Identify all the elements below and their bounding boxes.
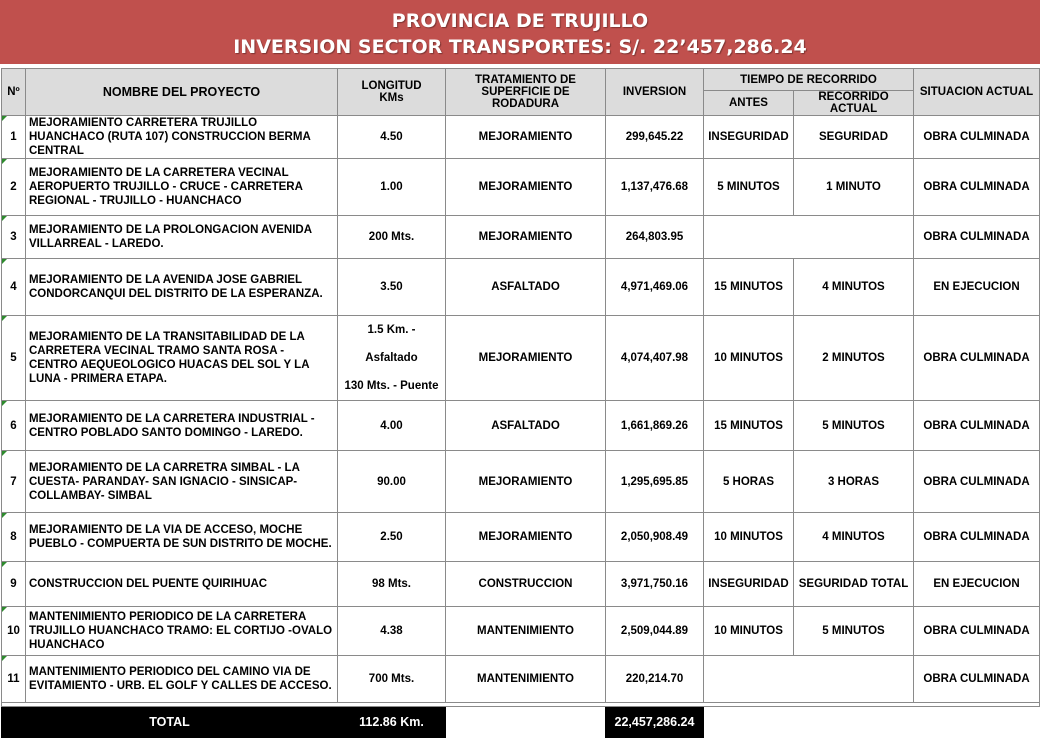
row-number: 4: [2, 259, 26, 316]
header-length-line1: LONGITUD: [361, 80, 422, 92]
project-length-bridge: 130 Mts. - Puente: [344, 380, 439, 392]
project-treatment: MEJORAMIENTO: [446, 316, 606, 401]
time-current: 2 MINUTOS: [794, 316, 914, 401]
project-investment: 3,971,750.16: [606, 562, 704, 607]
project-length: 4.00: [338, 401, 446, 451]
project-investment: 1,661,869.26: [606, 401, 704, 451]
project-status: EN EJECUCION: [914, 259, 1040, 316]
banner-subtitle: INVERSION SECTOR TRANSPORTES: S/. 22’457,286.24: [233, 36, 807, 58]
project-investment: 220,214.70: [606, 656, 704, 703]
total-length: 112.86 Km.: [338, 707, 446, 738]
page-banner: [0, 0, 1040, 64]
time-current: SEGURIDAD: [794, 116, 914, 159]
project-name: MEJORAMIENTO DE LA CARRETRA SIMBAL - LA CUESTA- PARANDAY- SAN IGNACIO - SINSICAP- COLLAMBAY- SIMBAL: [26, 451, 338, 513]
time-current: 1 MINUTO: [794, 159, 914, 216]
table-row: [2, 259, 1040, 316]
time-before: 10 MINUTOS: [704, 316, 794, 401]
row-number: 6: [2, 401, 26, 451]
project-treatment: MEJORAMIENTO: [446, 451, 606, 513]
table-row: [2, 656, 1040, 703]
project-length: 700 Mts.: [338, 656, 446, 703]
project-investment: 1,295,695.85: [606, 451, 704, 513]
project-status: OBRA CULMINADA: [914, 159, 1040, 216]
project-treatment: CONSTRUCCION: [446, 562, 606, 607]
project-length-asphalt: 1.5 Km. - Asfaltado: [365, 324, 418, 364]
project-name: MEJORAMIENTO DE LA CARRETERA INDUSTRIAL - CENTRO POBLADO SANTO DOMINGO - LAREDO.: [26, 401, 338, 451]
table-row: [2, 216, 1040, 259]
project-investment: 4,971,469.06: [606, 259, 704, 316]
project-treatment: MANTENIMIENTO: [446, 607, 606, 656]
table-row: [2, 562, 1040, 607]
project-length: 3.50: [338, 259, 446, 316]
time-before: 15 MINUTOS: [704, 259, 794, 316]
project-name: MEJORAMIENTO DE LA CARRETERA VECINAL AEROPUERTO TRUJILLO - CRUCE - CARRETERA REGIONAL - TRUJILLO - HUANCHACO: [26, 159, 338, 216]
header-length-line2: KMs: [379, 92, 404, 104]
project-status: OBRA CULMINADA: [914, 401, 1040, 451]
time-before: 10 MINUTOS: [704, 513, 794, 562]
time-before: 5 HORAS: [704, 451, 794, 513]
project-treatment: ASFALTADO: [446, 401, 606, 451]
row-number: 11: [2, 656, 26, 703]
project-treatment: MEJORAMIENTO: [446, 216, 606, 259]
project-name: MEJORAMIENTO DE LA AVENIDA JOSE GABRIEL CONDORCANQUI DEL DISTRITO DE LA ESPERANZA.: [26, 259, 338, 316]
table-row: [2, 159, 1040, 216]
project-status: OBRA CULMINADA: [914, 451, 1040, 513]
row-number: 3: [2, 216, 26, 259]
project-treatment: MEJORAMIENTO: [446, 159, 606, 216]
project-length: 4.38: [338, 607, 446, 656]
project-name: MANTENIMIENTO PERIODICO DE LA CARRETERA TRUJILLO HUANCHACO TRAMO: EL CORTIJO -OVALO HUANCHACO: [26, 607, 338, 656]
time-before: 15 MINUTOS: [704, 401, 794, 451]
project-name: CONSTRUCCION DEL PUENTE QUIRIHUAC: [26, 562, 338, 607]
table-row: [2, 607, 1040, 656]
row-number: 9: [2, 562, 26, 607]
total-label: TOTAL: [2, 707, 338, 738]
project-length: 98 Mts.: [338, 562, 446, 607]
projects-table: [1, 68, 1040, 738]
header-treatment: [446, 69, 606, 116]
project-treatment: ASFALTADO: [446, 259, 606, 316]
table-row: [2, 401, 1040, 451]
project-investment: 264,803.95: [606, 216, 704, 259]
time-before: 10 MINUTOS: [704, 607, 794, 656]
row-number: 2: [2, 159, 26, 216]
total-blank-right: [704, 707, 1040, 738]
project-treatment: MANTENIMIENTO: [446, 656, 606, 703]
project-length: 4.50: [338, 116, 446, 159]
time-before: 5 MINUTOS: [704, 159, 794, 216]
project-investment: 2,509,044.89: [606, 607, 704, 656]
project-investment: 2,050,908.49: [606, 513, 704, 562]
time-current: 3 HORAS: [794, 451, 914, 513]
project-investment: 299,645.22: [606, 116, 704, 159]
project-status: OBRA CULMINADA: [914, 513, 1040, 562]
row-number: 5: [2, 316, 26, 401]
table-row: [2, 451, 1040, 513]
header-treatment-line1: TRATAMIENTO DE: [475, 74, 576, 86]
table-row: [2, 116, 1040, 159]
time-before: INSEGURIDAD: [704, 116, 794, 159]
project-treatment: MEJORAMIENTO: [446, 116, 606, 159]
project-length: 90.00: [338, 451, 446, 513]
project-status: OBRA CULMINADA: [914, 607, 1040, 656]
project-status: OBRA CULMINADA: [914, 316, 1040, 401]
project-status: OBRA CULMINADA: [914, 656, 1040, 703]
header-number: Nº: [2, 69, 26, 116]
time-current: 4 MINUTOS: [794, 259, 914, 316]
header-current: RECORRIDO ACTUAL: [794, 91, 914, 116]
project-name: MEJORAMIENTO DE LA PROLONGACION AVENIDA VILLARREAL - LAREDO.: [26, 216, 338, 259]
project-length: 2.50: [338, 513, 446, 562]
table-row: [2, 316, 1040, 401]
project-name: MEJORAMIENTO DE LA VIA DE ACCESO, MOCHE PUEBLO - COMPUERTA DE SUN DISTRITO DE MOCHE.: [26, 513, 338, 562]
row-number: 8: [2, 513, 26, 562]
total-blank: [446, 707, 606, 738]
header-before: ANTES: [704, 91, 794, 116]
project-length: [338, 316, 446, 401]
total-investment: 22,457,286.24: [606, 707, 704, 738]
project-investment: 1,137,476.68: [606, 159, 704, 216]
header-status: SITUACION ACTUAL: [914, 69, 1040, 116]
total-row: [2, 707, 1040, 738]
header-treatment-line2: SUPERFICIE DE RODADURA: [481, 86, 570, 110]
project-name: MEJORAMIENTO DE LA TRANSITABILIDAD DE LA CARRETERA VECINAL TRAMO SANTA ROSA - CENTRO AEQUEOLOGICO HUACAS DEL SOL Y LA LUNA - PRIMERA ETAPA.: [26, 316, 338, 401]
project-name: MANTENIMIENTO PERIODICO DEL CAMINO VIA DE EVITAMIENTO - URB. EL GOLF Y CALLES DE ACCESO.: [26, 656, 338, 703]
row-number: 10: [2, 607, 26, 656]
time-empty: [704, 656, 914, 703]
project-status: EN EJECUCION: [914, 562, 1040, 607]
header-travel-time: TIEMPO DE RECORRIDO: [704, 69, 914, 91]
time-before: INSEGURIDAD: [704, 562, 794, 607]
row-number: 1: [2, 116, 26, 159]
header-project-name: NOMBRE DEL PROYECTO: [26, 69, 338, 116]
time-current: 5 MINUTOS: [794, 607, 914, 656]
project-length: 200 Mts.: [338, 216, 446, 259]
table-row: [2, 513, 1040, 562]
time-current: SEGURIDAD TOTAL: [794, 562, 914, 607]
time-current: 4 MINUTOS: [794, 513, 914, 562]
time-current: 5 MINUTOS: [794, 401, 914, 451]
header-length: [338, 69, 446, 116]
project-name: MEJORAMIENTO CARRETERA TRUJILLO HUANCHACO (RUTA 107) CONSTRUCCION BERMA CENTRAL: [26, 116, 338, 159]
project-status: OBRA CULMINADA: [914, 216, 1040, 259]
banner-title: PROVINCIA DE TRUJILLO: [391, 10, 649, 32]
project-status: OBRA CULMINADA: [914, 116, 1040, 159]
project-investment: 4,074,407.98: [606, 316, 704, 401]
row-number: 7: [2, 451, 26, 513]
project-treatment: MEJORAMIENTO: [446, 513, 606, 562]
project-length: 1.00: [338, 159, 446, 216]
header-investment: INVERSION: [606, 69, 704, 116]
time-empty: [704, 216, 914, 259]
